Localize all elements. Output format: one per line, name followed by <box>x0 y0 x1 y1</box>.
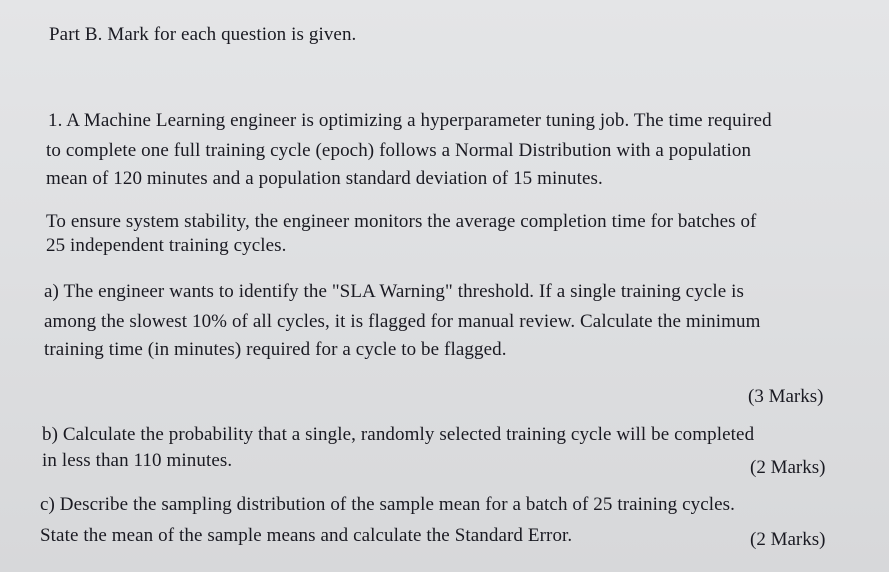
part-b-line-2: in less than 110 minutes. <box>42 450 233 471</box>
question-intro-line-1: 1. A Machine Learning engineer is optimizing a hyperparameter tuning job. The time required <box>48 110 772 131</box>
question-intro-line-2: to complete one full training cycle (epoch) follows a Normal Distribution with a population <box>46 140 752 161</box>
part-b-marks: (2 Marks) <box>750 457 826 478</box>
part-c-marks: (2 Marks) <box>750 529 826 550</box>
part-c-line-1: c) Describe the sampling distribution of the sample mean for a batch of 25 training cycles. <box>40 494 736 515</box>
part-a-line-1: a) The engineer wants to identify the "SLA Warning" threshold. If a single training cycle is <box>44 281 744 302</box>
part-b-line-1: b) Calculate the probability that a single, randomly selected training cycle will be completed <box>42 424 755 445</box>
part-a-line-3: training time (in minutes) required for a cycle to be flagged. <box>44 339 507 360</box>
question-intro-line-3: mean of 120 minutes and a population standard deviation of 15 minutes. <box>46 168 603 189</box>
question-context-line-2: 25 independent training cycles. <box>46 235 287 256</box>
part-a-line-2: among the slowest 10% of all cycles, it is flagged for manual review. Calculate the minimum <box>44 311 761 332</box>
section-title: Part B. Mark for each question is given. <box>49 24 357 45</box>
question-context-line-1: To ensure system stability, the engineer monitors the average completion time for batches of <box>46 211 757 232</box>
part-c-line-2: State the mean of the sample means and calculate the Standard Error. <box>40 525 573 546</box>
part-a-marks: (3 Marks) <box>748 386 824 407</box>
